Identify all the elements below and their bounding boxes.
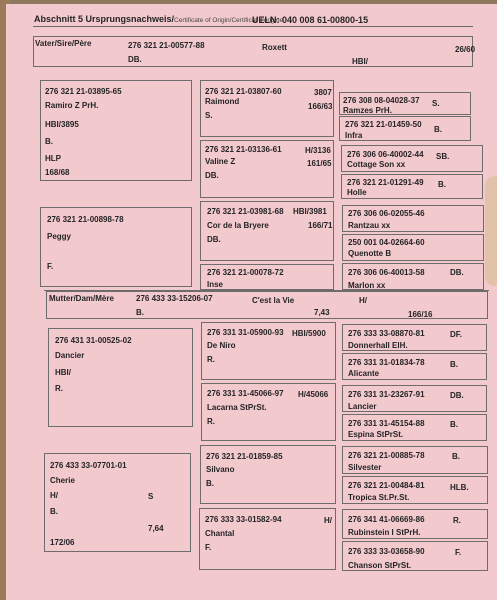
dam-gs2-color: B.: [50, 507, 58, 516]
dam-g4-number: 276 331 31-45154-88: [348, 419, 425, 428]
dam-gs1-color: R.: [55, 384, 63, 393]
dam-g5-name: Silvester: [348, 463, 382, 472]
dam-ggs3-color: B.: [206, 479, 214, 488]
dam-g6-color: HLB.: [450, 483, 469, 492]
dam-stud: H/: [359, 296, 367, 305]
dam-g8-name: Chanson StPrSt.: [348, 561, 412, 570]
ueln-number: UELN: 040 008 61-00800-15: [252, 15, 369, 25]
dam-g8-number: 276 333 33-03658-90: [348, 547, 425, 556]
thumb: [485, 176, 497, 286]
dam-g6-number: 276 321 21-00484-81: [348, 481, 425, 490]
dam-g2-color: B.: [450, 360, 458, 369]
sire-g4-name: Holle: [347, 188, 367, 197]
sire-g2-color: B.: [434, 125, 442, 134]
sire-g7-number: 276 306 06-40013-58: [348, 268, 425, 277]
dam-g3-name: Lancier: [348, 402, 377, 411]
dam-g3-number: 276 331 31-23267-91: [348, 390, 425, 399]
sire-g1-color: S.: [432, 99, 440, 108]
dam-g1-color: DF.: [450, 330, 462, 339]
dam-ggs1-color: R.: [207, 355, 215, 364]
sire-name: Roxett: [262, 43, 287, 52]
sire-ggs2-code: H/3136: [305, 146, 331, 155]
dam-g1-number: 276 333 33-08870-81: [348, 329, 425, 338]
sire-g1-number: 276 308 08-04028-37: [343, 96, 420, 105]
section-title-translation: Certificate of Origin/Certificat d'origine: [174, 17, 284, 24]
sire-number: 276 321 21-00577-88: [128, 41, 205, 50]
dam-g7-color: R.: [453, 516, 461, 525]
sire-ggs2-color: DB.: [205, 171, 219, 180]
dam-g3-color: DB.: [450, 391, 464, 400]
sire-g4-color: B.: [438, 180, 446, 189]
dam-ggs4-color: F.: [205, 543, 212, 552]
sire-g6-name: Quenotte B: [348, 249, 392, 258]
sire-gs1-name: Ramiro Z PrH.: [45, 101, 99, 110]
sire-stud: HBI/: [352, 57, 368, 66]
sire-g4-number: 276 321 21-01291-49: [347, 178, 424, 187]
sire-ggs3-code: HBI/3981: [293, 207, 327, 216]
sire-ggs4-name: Inse: [207, 280, 224, 289]
sire-ggs2-height: 161/65: [307, 159, 332, 168]
sire-ggs3-color: DB.: [207, 235, 221, 244]
sire-ggs1-code: 3807: [314, 88, 332, 97]
sire-g3-name: Cottage Son xx: [347, 160, 406, 169]
sire-g6-number: 250 001 04-02664-60: [348, 238, 425, 247]
header-rule: [33, 26, 473, 27]
dam-number: 276 433 33-15206-07: [136, 294, 213, 303]
dam-g7-name: Rubinstein I StPrH.: [348, 528, 421, 537]
dam-ggs2-color: R.: [207, 417, 215, 426]
dam-ggs2-code: H/45066: [298, 390, 329, 399]
dam-score: 7,43: [314, 308, 330, 317]
dam-ggs2-number: 276 331 31-45066-97: [207, 389, 284, 398]
dam-ggs2-name: Lacarna StPrSt.: [207, 403, 267, 412]
dam-ggs1-name: De Niro: [207, 341, 236, 350]
sire-g7-name: Marlon xx: [348, 281, 386, 290]
sire-ggs1-color: S.: [205, 111, 213, 120]
sire-gs1-extra: HLP: [45, 154, 61, 163]
dam-g4-color: B.: [450, 420, 458, 429]
dam-gs2-name: Cherie: [50, 476, 75, 485]
sire-ggs3-number: 276 321 21-03981-68: [207, 207, 284, 216]
sire-ggs2-number: 276 321 21-03136-61: [205, 145, 282, 154]
sire-g5-name: Rantzau xx: [348, 221, 391, 230]
dam-ggs1-number: 276 331 31-05900-93: [207, 328, 284, 337]
dam-g6-name: Tropica St.Pr.St.: [348, 493, 410, 502]
sire-gs2-number: 276 321 21-00898-78: [47, 215, 124, 224]
sire-g3-number: 276 306 06-40002-44: [347, 150, 424, 159]
dam-height: 166/16: [408, 310, 433, 319]
sire-box: [33, 36, 476, 67]
sire-gs2-name: Peggy: [47, 232, 72, 241]
dam-ggs4-number: 276 333 33-01582-94: [205, 515, 282, 524]
sire-gs1-number: 276 321 21-03895-65: [45, 87, 122, 96]
sire-ggs1-number: 276 321 21-03807-60: [205, 87, 282, 96]
sire-role-label: Vater/Sire/Père: [35, 39, 92, 48]
page-number: 26/60: [455, 45, 476, 54]
dam-ggs3-number: 276 321 21-01859-85: [206, 452, 283, 461]
dam-ggs3-name: Silvano: [206, 465, 235, 474]
dam-gs2-score: 7,64: [148, 524, 164, 533]
dam-g5-number: 276 321 21-00885-78: [348, 451, 425, 460]
dam-color: B.: [136, 308, 144, 317]
dam-ggs4-name: Chantal: [205, 529, 235, 538]
dam-role-label: Mutter/Dam/Mère: [49, 294, 114, 303]
sire-gs2-color: F.: [47, 262, 54, 271]
dam-ggs4-code: H/: [324, 516, 332, 525]
dam-gs2-height: 172/06: [50, 538, 75, 547]
dam-g8-color: F.: [455, 548, 462, 557]
sire-g1-name: Ramzes PrH.: [343, 106, 392, 115]
dam-gs1-stud: HBI/: [55, 368, 71, 377]
dam-name: C'est la Vie: [252, 296, 295, 305]
dam-ggs1-code: HBI/5900: [292, 329, 326, 338]
dam-g1-name: Donnerhall ElH.: [348, 341, 408, 350]
dam-gs1-name: Dancier: [55, 351, 85, 360]
sire-gs1-height: 168/68: [45, 168, 70, 177]
sire-g3-color: SB.: [436, 152, 450, 161]
sire-ggs3-height: 166/71: [308, 221, 333, 230]
dam-g5-color: B.: [452, 452, 460, 461]
sire-ggs2-name: Valine Z: [205, 157, 236, 166]
dam-g2-name: Alicante: [348, 369, 380, 378]
dam-gs2-stud: H/: [50, 491, 58, 500]
sire-g2-number: 276 321 21-01459-50: [345, 120, 422, 129]
dam-gs2-number: 276 433 33-07701-01: [50, 461, 127, 470]
sire-gs1-color: B.: [45, 137, 53, 146]
section-title-text: Abschnitt 5 Ursprungsnachweis/: [34, 14, 175, 24]
dam-g2-number: 276 331 31-01834-78: [348, 358, 425, 367]
sire-g5-number: 276 306 06-02055-46: [348, 209, 425, 218]
sire-g7-color: DB.: [450, 268, 464, 277]
dam-gs2-extra: S: [148, 492, 154, 501]
sire-color: DB.: [128, 55, 142, 64]
sire-ggs1-height: 166/63: [308, 102, 333, 111]
sire-g2-name: Infra: [345, 131, 363, 140]
sire-gs1-stud: HBI/3895: [45, 120, 79, 129]
sire-ggs4-number: 276 321 21-00078-72: [207, 268, 284, 277]
dam-g4-name: Espina StPrSt.: [348, 430, 404, 439]
section-title: [34, 15, 283, 25]
sire-ggs1-name: Raimond: [205, 97, 240, 106]
sire-ggs3-name: Cor de la Bryere: [207, 221, 269, 230]
dam-gs1-number: 276 431 31-00525-02: [55, 336, 132, 345]
dam-g7-number: 276 341 41-06669-86: [348, 515, 425, 524]
